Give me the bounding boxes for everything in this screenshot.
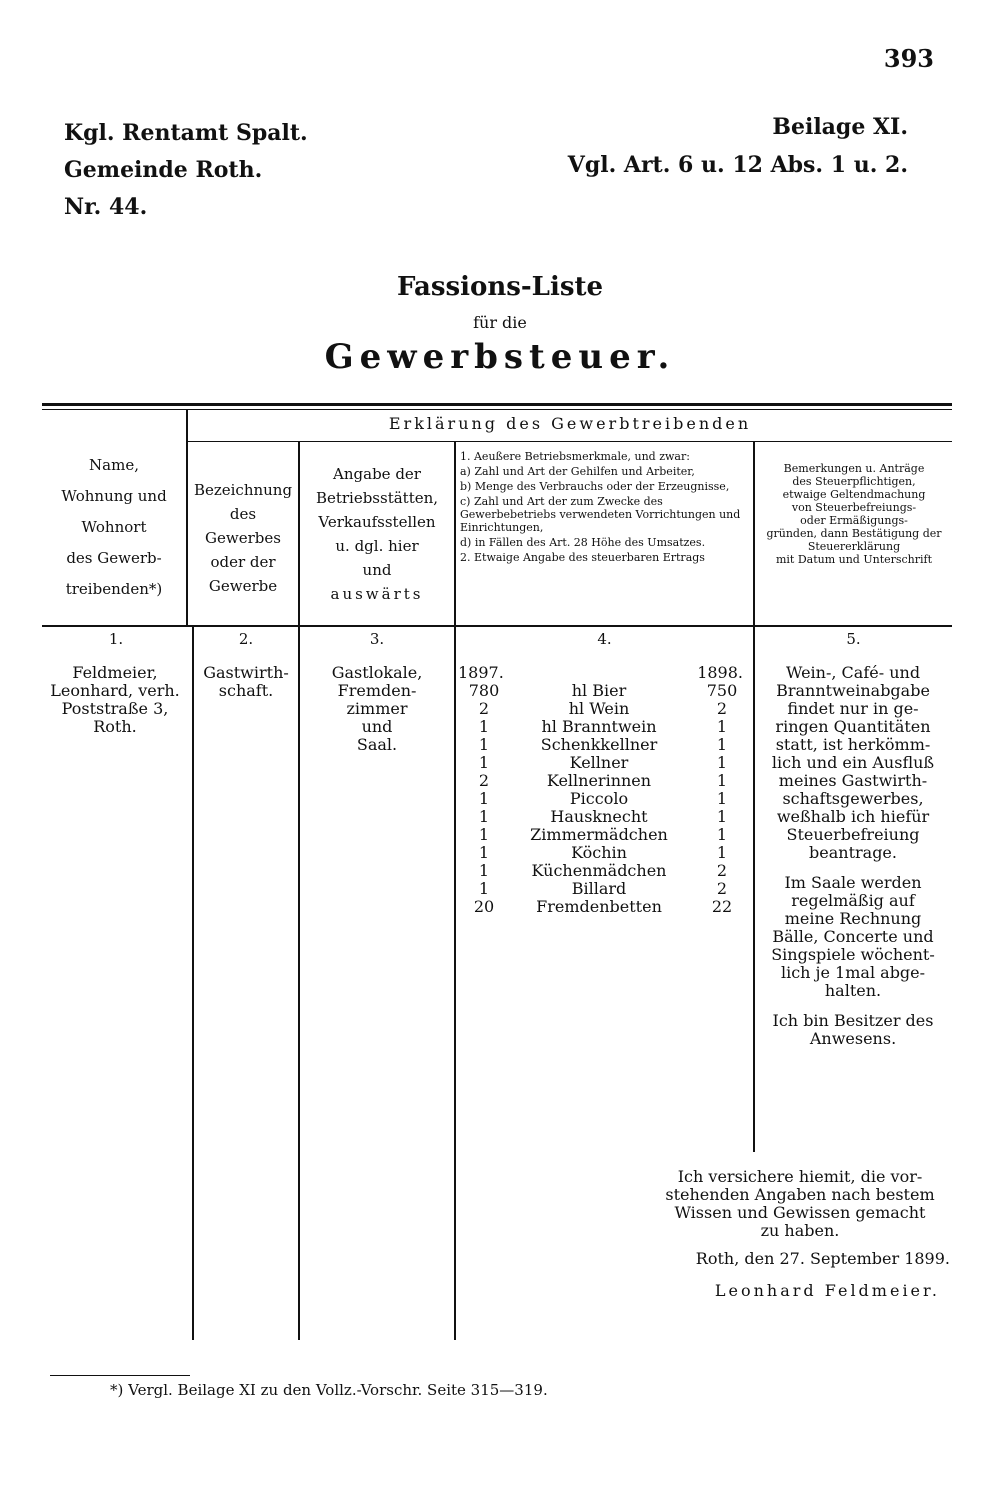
indicator-label: Schenkkellner [540, 735, 658, 754]
date-line: Roth, den 27. September 1899. [695, 1249, 950, 1268]
footnote-rule [50, 1375, 190, 1376]
value-1898: 1 [716, 753, 728, 772]
value-1897: 1 [478, 789, 490, 808]
indicator-row [456, 754, 753, 772]
indicator-row [456, 826, 753, 844]
taxpayer-remarks [757, 664, 949, 1060]
business-premises: Gastlokale, Fremden- zimmer und Saal. [331, 663, 423, 754]
indicator-label: Kellnerinnen [546, 771, 652, 790]
value-1897: 1 [478, 861, 490, 880]
indicator-row [456, 880, 753, 898]
indicator-row [456, 790, 753, 808]
value-1898: 1 [716, 735, 728, 754]
indicator-label: Kellner [569, 753, 629, 772]
indicator-row [456, 862, 753, 880]
indicator-label: Küchenmädchen [531, 861, 667, 880]
indicator-row [456, 844, 753, 862]
taxpayer-name-address: Feldmeier, Leonhard, verh. Poststraße 3, Roth. [50, 663, 180, 736]
value-1897: 780 [468, 681, 500, 700]
value-1897: 20 [473, 897, 495, 916]
col4-number: 4. [597, 630, 612, 648]
indicator-row [456, 718, 753, 736]
col4-header: 1. Aeußere Betriebsmerkmale, und zwar: a) Zahl und Art der Gehilfen und Arbeiter, b) Menge des Verbrauchs oder der Erzeugnisse, c) Zahl und Art der zum Zwecke des Gewerbebetriebs verwendeten Vorrichtungen und Einrichtungen, d) in Fällen des Art. 28 Höhe des Umsatzes. 2. Etwaige Angabe des steuerbaren Ertrags [460, 450, 741, 564]
document-subtitle: für die [473, 313, 527, 332]
year-right: 1898. [697, 663, 743, 682]
office-line: Kgl. Rentamt Spalt. [64, 120, 308, 146]
remarks-paragraph-1: Wein-, Café- und Branntweinabgabe findet nur in ge- ringen Quantitäten statt, ist herkömm- lich und ein Ausfluß meines Gastwirth- schaftsgewerbes, weßhalb ich hiefür Steuerbefreiung beantrage. [771, 663, 935, 862]
value-1898: 1 [716, 843, 728, 862]
col5-number: 5. [846, 630, 861, 648]
indicator-label: Köchin [571, 843, 627, 862]
value-1898: 2 [716, 699, 728, 718]
col1-header: Name, Wohnung und Wohnort des Gewerb- treibenden*) [61, 456, 167, 598]
value-1897: 2 [478, 699, 490, 718]
business-indicators [456, 664, 753, 914]
group-header: Erklärung des Gewerbtreibenden [388, 414, 752, 433]
indicator-label: hl Bier [571, 681, 627, 700]
indicator-label: hl Wein [568, 699, 630, 718]
value-1897: 1 [478, 879, 490, 898]
article-reference: Vgl. Art. 6 u. 12 Abs. 1 u. 2. [567, 152, 908, 178]
document-heading: Gewerbsteuer. [324, 337, 676, 377]
value-1898: 22 [711, 897, 733, 916]
municipality-line: Gemeinde Roth. [64, 157, 263, 183]
value-1898: 1 [716, 717, 728, 736]
value-1898: 1 [716, 771, 728, 790]
value-1898: 2 [716, 879, 728, 898]
declaration: Ich versichere hiemit, die vor- stehenden Angaben nach bestem Wissen und Gewissen gemacht zu haben. [665, 1167, 935, 1240]
value-1897: 1 [478, 807, 490, 826]
number-line: Nr. 44. [64, 194, 148, 220]
value-1898: 2 [716, 861, 728, 880]
column-divider-1-lower [192, 627, 194, 1340]
col3-number: 3. [369, 630, 385, 648]
footnote: *) Vergl. Beilage XI zu den Vollz.-Vorschr. Seite 315—319. [110, 1381, 548, 1399]
value-1898: 1 [716, 807, 728, 826]
office-header [64, 115, 308, 226]
indicator-row [456, 898, 753, 916]
column-divider-4 [753, 442, 755, 1152]
table-top-rule [42, 403, 952, 406]
value-1897: 2 [478, 771, 490, 790]
appendix-header [568, 108, 908, 184]
year-row [456, 664, 753, 682]
col5-header: Bemerkungen u. Anträge des Steuerpflichtigen, etwaige Geltendmachung von Steuerbefreiungs- oder Ermäßigungs- gründen, dann Bestätigung der Steuererklärung mit Datum und Unterschrift [766, 462, 942, 566]
indicator-label: Hausknecht [550, 807, 648, 826]
col2-number: 2. [238, 630, 254, 648]
trade-designation: Gastwirth- schaft. [203, 663, 289, 700]
value-1898: 1 [716, 825, 728, 844]
indicator-row [456, 772, 753, 790]
value-1897: 1 [478, 753, 490, 772]
indicator-row [456, 682, 753, 700]
appendix-label: Beilage XI. [772, 114, 908, 140]
group-header-rule [186, 441, 952, 442]
indicator-label: Fremdenbetten [536, 897, 662, 916]
indicator-label: Zimmermädchen [530, 825, 668, 844]
value-1898: 1 [716, 789, 728, 808]
col3-header: Angabe der Betriebsstätten, Verkaufsstellen u. dgl. hier und auswärts [315, 465, 439, 603]
year-left: 1897. [458, 663, 504, 682]
document-title: Fassions-Liste [396, 272, 604, 302]
signature: Leonhard Feldmeier. [714, 1281, 940, 1300]
value-1897: 1 [478, 735, 490, 754]
value-1898: 750 [706, 681, 738, 700]
indicator-row [456, 736, 753, 754]
indicator-label: hl Branntwein [541, 717, 657, 736]
value-1897: 1 [478, 717, 490, 736]
col1-number: 1. [108, 630, 124, 648]
table-top-rule-thin [42, 409, 952, 410]
remarks-paragraph-2: Im Saale werden regelmäßig auf meine Rechnung Bälle, Concerte und Singspiele wöchent- lich je 1mal abge- halten. [771, 873, 935, 1000]
remarks-paragraph-3: Ich bin Besitzer des Anwesens. [772, 1011, 934, 1048]
value-1897: 1 [478, 825, 490, 844]
indicator-row [456, 700, 753, 718]
value-1897: 1 [478, 843, 490, 862]
page-number: 393 [883, 44, 934, 73]
indicator-label: Billard [571, 879, 627, 898]
header-bottom-rule [42, 625, 952, 627]
indicator-row [456, 808, 753, 826]
indicator-label: Piccolo [569, 789, 629, 808]
col2-header: Bezeichnung des Gewerbes oder der Gewerbe [193, 481, 293, 595]
